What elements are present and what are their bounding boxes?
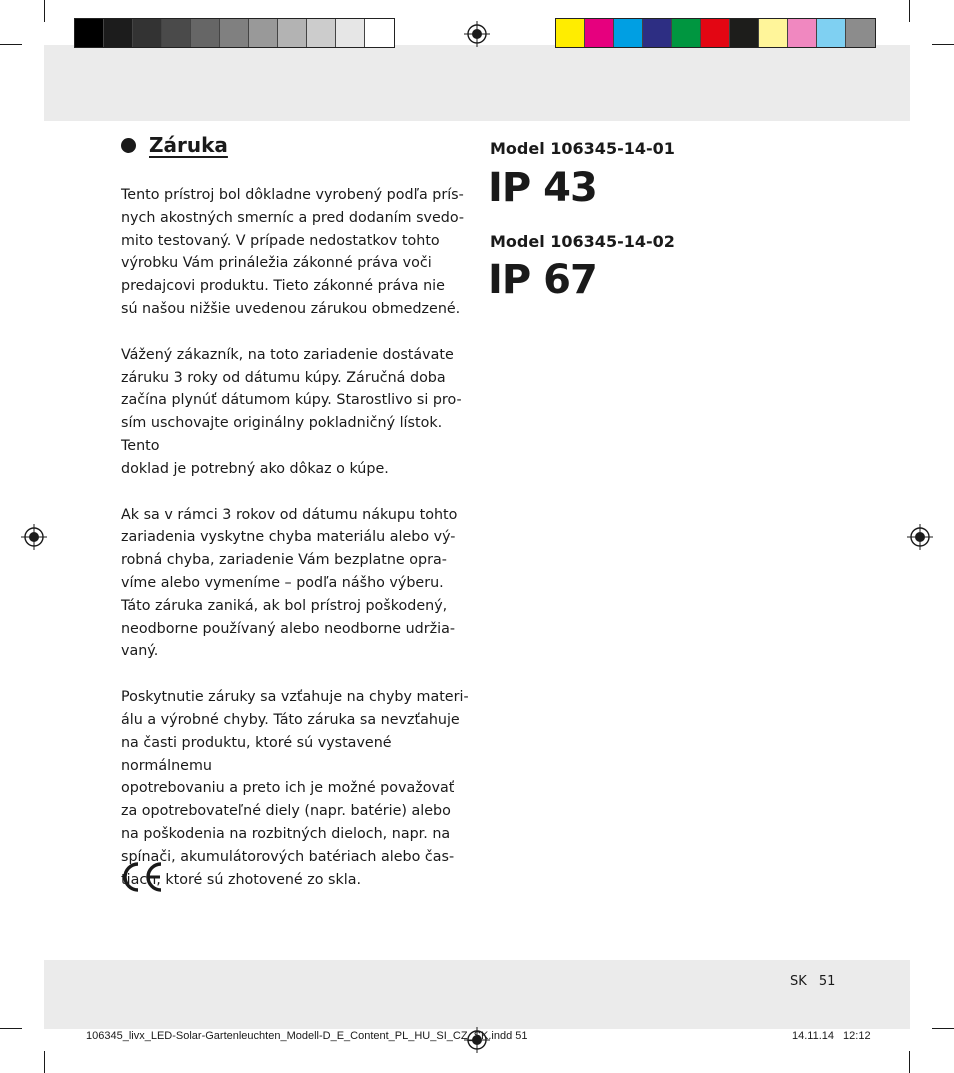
color-swatch — [643, 19, 672, 47]
color-swatch — [817, 19, 846, 47]
crop-mark-tr-h — [932, 44, 954, 45]
color-swatch — [759, 19, 788, 47]
header-band — [44, 45, 910, 121]
color-swatch — [614, 19, 643, 47]
crop-mark-br-v — [909, 1051, 910, 1073]
page-number: SK 51 — [790, 974, 836, 989]
paragraph: Vážený zákazník, na toto zariadenie dostávate záruku 3 roky od dátumu kúpy. Záručná doba začína plynúť dátumom kúpy. Starostlivo si pro- sím uschovajte originálny pokladničný lístok. Tento doklad je potrebný ako dôkaz o kúpe. — [121, 346, 462, 477]
color-swatch — [278, 19, 307, 47]
color-swatch — [701, 19, 730, 47]
registration-mark-icon — [907, 524, 933, 550]
crop-mark-tl-h — [0, 44, 22, 45]
color-swatch — [75, 19, 104, 47]
crop-mark-bl-h — [0, 1028, 22, 1029]
registration-mark-icon — [21, 524, 47, 550]
ce-mark-icon — [121, 860, 165, 894]
color-swatch — [249, 19, 278, 47]
paragraph: Tento prístroj bol dôkladne vyrobený podľa prís- nych akostných smerníc a pred dodaním svedo- mito testovaný. V prípade nedostatkov tohto výrobku Vám prináležia zákonné práva voči predajcovi produktu. Tieto zákonné práva nie sú našou nižšie uvedenou zárukou obmedzené. — [121, 187, 465, 317]
color-swatch — [104, 19, 133, 47]
bullet-icon — [121, 138, 136, 153]
color-swatch — [365, 19, 394, 47]
color-swatch — [556, 19, 585, 47]
color-swatch — [162, 19, 191, 47]
ip-rating: IP 43 — [488, 165, 597, 211]
crop-mark-br-h — [932, 1028, 954, 1029]
model-label: Model 106345-14-01 — [490, 139, 675, 158]
color-swatch — [730, 19, 759, 47]
color-swatch — [307, 19, 336, 47]
crop-mark-tl-v — [44, 0, 45, 22]
crop-mark-bl-v — [44, 1051, 45, 1073]
paragraph: Ak sa v rámci 3 rokov od dátumu nákupu tohto zariadenia vyskytne chyba materiálu alebo vý- robná chyba, zariadenie Vám bezplatne opra- víme alebo vymeníme – podľa nášho výberu. Táto záruka zaniká, ak bol prístroj poškodený, neodborne používaný alebo neodborne udržia- vaný. — [121, 506, 458, 660]
color-swatch — [336, 19, 365, 47]
registration-mark-icon — [464, 21, 490, 47]
crop-mark-tr-v — [909, 0, 910, 22]
gray-swatch-strip — [74, 18, 395, 48]
print-slug-filename: 106345_livx_LED-Solar-Gartenleuchten_Modell-D_E_Content_PL_HU_SI_CZ_SK.indd 51 — [86, 1030, 528, 1042]
color-swatch — [220, 19, 249, 47]
print-slug-date: 14.11.14 12:12 — [792, 1030, 871, 1042]
section-heading — [121, 133, 228, 157]
color-swatch — [585, 19, 614, 47]
model-label: Model 106345-14-02 — [490, 232, 675, 251]
color-swatch — [133, 19, 162, 47]
footer-band — [44, 960, 910, 1029]
color-swatch — [846, 19, 875, 47]
color-swatch — [672, 19, 701, 47]
paragraph: Poskytnutie záruky sa vzťahuje na chyby materi- álu a výrobné chyby. Táto záruka sa nevzťahuje na časti produktu, ktoré sú vystavené normálnemu opotrebovaniu a preto ich je možné považovať za opotrebovateľné diely (napr. batérie) alebo na poškodenia na rozbitných dieloch, napr. na spínači, akumulátorových batériach alebo čas- tiach, ktoré sú zhotovené zo skla. — [121, 689, 469, 888]
color-swatch — [191, 19, 220, 47]
warranty-text-column — [121, 184, 471, 914]
color-swatch-strip — [555, 18, 876, 48]
color-swatch — [788, 19, 817, 47]
ip-rating: IP 67 — [488, 257, 597, 303]
section-title: Záruka — [149, 133, 228, 157]
